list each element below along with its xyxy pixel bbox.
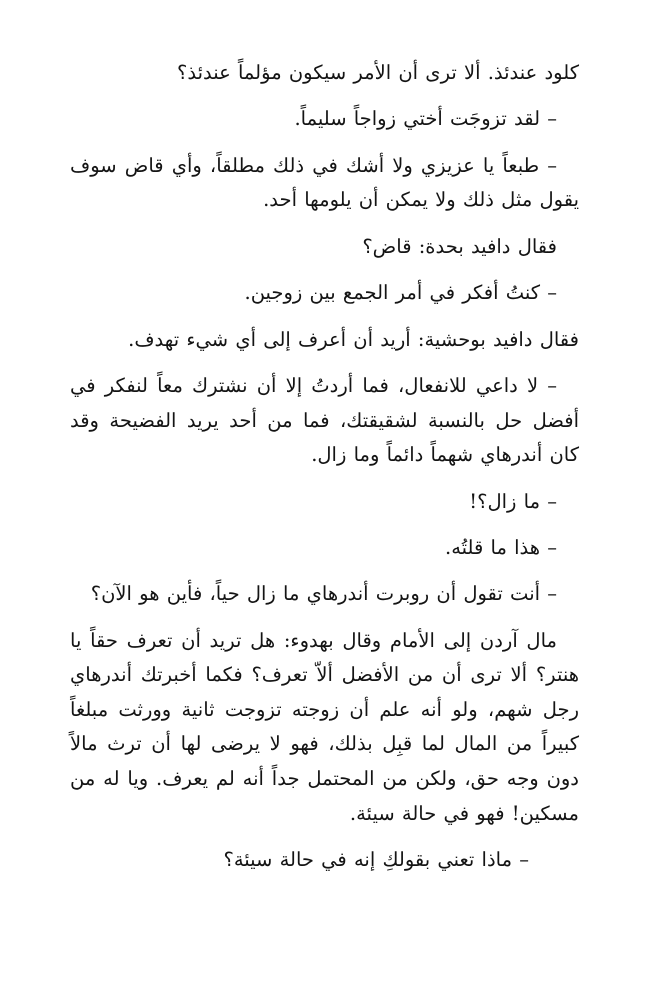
paragraph-12: – ماذا تعني بقولكِ إنه في حالة سيئة؟ xyxy=(223,848,529,872)
paragraph-5: – كنتُ أفكر في أمر الجمع بين زوجين. xyxy=(244,281,557,305)
paragraph-1: كلود عندئذ. ألا ترى أن الأمر سيكون مؤلماً عندئذ؟ xyxy=(177,61,579,84)
paragraph-11: مال آردن إلى الأمام وقال بهدوء: هل تريد أن تعرف حقاً يا هنتر؟ ألا ترى أن من الأفضل ألاّ تعرف؟ فكما أخبرتك أندرهاي رجل شهم، ولو أنه علم أن زوجته تزوجت ثانية وورثت مبلغاً كبيراً من المال لما قبِل بذلك، فهو لا يرضى لها أن ترث مالاً دون وجه حق، ولكن من المحتمل جداً أنه لم يعرف. ويا له من مسكين! فهو في حالة سيئة. xyxy=(70,628,579,825)
paragraph-6: فقال دافيد بوحشية: أريد أن أعرف إلى أي شيء تهدف. xyxy=(128,327,579,351)
paragraph-9: – هذا ما قلتُه. xyxy=(445,535,557,559)
paragraph-8: – ما زال؟! xyxy=(469,489,557,513)
paragraph-4: فقال دافيد بحدة: قاض؟ xyxy=(362,234,557,258)
paragraph-7: – لا داعي للانفعال، فما أردتُ إلا أن نشترك معاً لنفكر في أفضل حل بالنسبة لشقيقتك، فما من أحد يريد الفضيحة وقد كان أندرهاي شهماً دائماً وما زال. xyxy=(70,373,579,467)
paragraph-2: – لقد تزوجَت أختي زواجاً سليماً. xyxy=(294,107,557,131)
paragraph-10: – أنت تقول أن روبرت أندرهاي ما زال حياً، فأين هو الآن؟ xyxy=(90,582,557,606)
paragraph-3: – طبعاً يا عزيزي ولا أشك في ذلك مطلقاً، وأي قاض سوف يقول مثل ذلك ولا يمكن أن يلومها أحد. xyxy=(70,153,579,212)
